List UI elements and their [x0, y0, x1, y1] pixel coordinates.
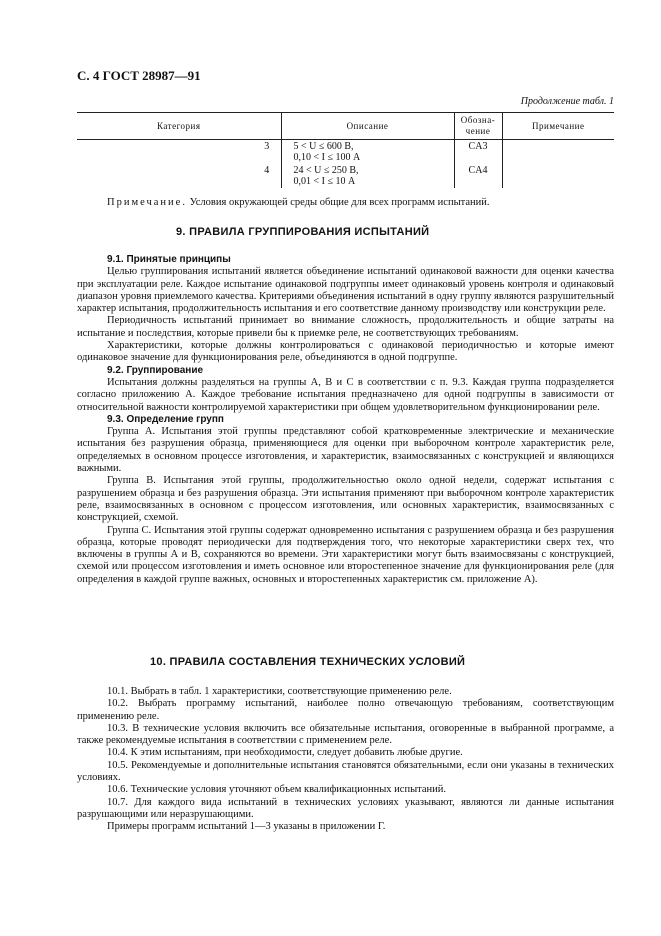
section-10-body [77, 686, 614, 834]
page-header: С. 4 ГОСТ 28987—91 [77, 68, 201, 83]
paragraph: 10.1. Выбрать в табл. 1 характеристики, соответствующие применению реле. [107, 686, 452, 697]
desc-line: 0,10 < I ≤ 100 А [293, 152, 361, 163]
row-number: 3 [264, 141, 270, 152]
header-category: Категория [77, 113, 281, 140]
section-9-title: 9. ПРАВИЛА ГРУППИРОВАНИЯ ИСПЫТАНИЙ [176, 226, 430, 238]
header-designation-line2: чение [465, 126, 491, 136]
desc-line: 0,01 < I ≤ 10 А [293, 176, 356, 187]
header-designation-line1: Обозна- [460, 115, 496, 125]
paragraph: 10.5. Рекомендуемые и дополнительные испытания становятся обязательными, если они указаны в технических условиях. [77, 759, 614, 784]
subsection-9-2-title: 9.2. Группирование [107, 364, 204, 376]
table-note [107, 197, 490, 208]
row-code: CA3 [454, 140, 502, 165]
paragraph: 10.7. Для каждого вида испытаний в технических условиях указывают, являются ли данные испытания разрушающими или неразрушающими. [77, 796, 614, 820]
row-number: 4 [264, 165, 270, 176]
paragraph: Группа А. Испытания этой группы представляют собой кратковременные электрические и механические испытания без разрушения образца, применяющиеся для оценки при выборочном контроле характеристик реле, определяемых в основном процессе изготовления, и характеристик, взаимосвязанных с конструкцией и являющихся важными. [77, 426, 614, 475]
table-header-row [77, 113, 614, 140]
paragraph: 10.2. Выбрать программу испытаний, наиболее полно отвечающую требованиям, соответствующим применению реле. [77, 698, 614, 722]
header-description: Описание [281, 113, 454, 140]
paragraph: Характеристики, которые должны контролироваться с одинаковой периодичностью и которые имеют одинаковое значение для функционирования реле, объединяются в одной подгруппе. [77, 340, 614, 364]
row-description [281, 140, 454, 165]
desc-line: 5 < U ≤ 600 В, [293, 141, 354, 152]
row-description [281, 164, 454, 188]
table-row [77, 140, 614, 165]
paragraph: Целью группирования испытаний является объединение испытаний одинаковой важности для оценки качества при эксплуатации реле. Каждое испытание одинаковой подгруппы имеет одинаковый уровень контроля и одинаковый диапазон уровня приемлемого качества. Критериями объединения испытаний в одну группу являются разрушительный характер испытания, продолжительность испытания и его соответствие данному производству или конструкции реле. [77, 266, 614, 315]
row-code: CA4 [454, 164, 502, 188]
desc-line: 24 < U ≤ 250 В, [293, 165, 359, 176]
paragraph: Группа В. Испытания этой группы, продолжительностью около одной недели, содержат испытания с разрушением образца и без разрушения образца. Эти испытания применяют при выборочном контроле характеристик реле, взаимосвязанных в основном с процессом изготовления, или основных характеристик, взаимосвязанных с конструкцией, схемой. [77, 475, 614, 524]
paragraph: Примеры программ испытаний 1—3 указаны в приложении Г. [107, 821, 386, 833]
section-9-body [77, 254, 614, 586]
table-continuation-caption: Продолжение табл. 1 [520, 96, 614, 107]
section-10-title: 10. ПРАВИЛА СОСТАВЛЕНИЯ ТЕХНИЧЕСКИХ УСЛОВИЙ [150, 656, 466, 668]
note-label: Примечание. [107, 197, 187, 208]
paragraph: 10.6. Технические условия уточняют объем квалификационных испытаний. [107, 784, 446, 796]
paragraph: Периодичность испытаний принимает во внимание сложность, продолжительность и общие затраты на испытание и последствия, которые привели бы к приемке реле, не соответствующих требованиям. [77, 315, 614, 339]
header-note: Примечание [502, 113, 614, 140]
subsection-9-1-title: 9.1. Принятые принципы [107, 254, 231, 265]
subsection-9-3-title: 9.3. Определение групп [107, 413, 224, 425]
paragraph: 10.3. В технические условия включить все обязательные испытания, оговоренные в выбранной программе, а также рекомендуемые испытания в соответствии с применением реле. [77, 722, 614, 747]
note-text: Условия окружающей среды общие для всех программ испытаний. [186, 197, 490, 208]
paragraph: Испытания должны разделяться на группы А, В и С в соответствии с п. 9.3. Каждая группа подразделяется согласно приложению А. Каждое требование испытания предназначено для одной подгруппы в зависимости от относительной важности контролируемой характеристики при общем удовлетворительном функционировании реле. [77, 376, 614, 413]
table-row [77, 164, 614, 188]
header-designation [454, 113, 502, 140]
paragraph: 10.4. К этим испытаниям, при необходимости, следует добавить любые другие. [107, 747, 463, 759]
category-table [77, 112, 614, 188]
paragraph: Группа С. Испытания этой группы содержат одновременно испытания с разрушением образца и без разрушения образца, которые проводят периодически для подтверждения того, что некоторые характеристики сверх тех, что включены в группы А и В, сохраняются во времени. Эти характеристики могут быть взаимосвязаны с конструкцией, схемой или процессом изготовления и иметь основное или второстепенное значение для функционирования реле (для определения в каждой группе важных, основных и второстепенных характеристик см. приложение А). [77, 524, 614, 585]
